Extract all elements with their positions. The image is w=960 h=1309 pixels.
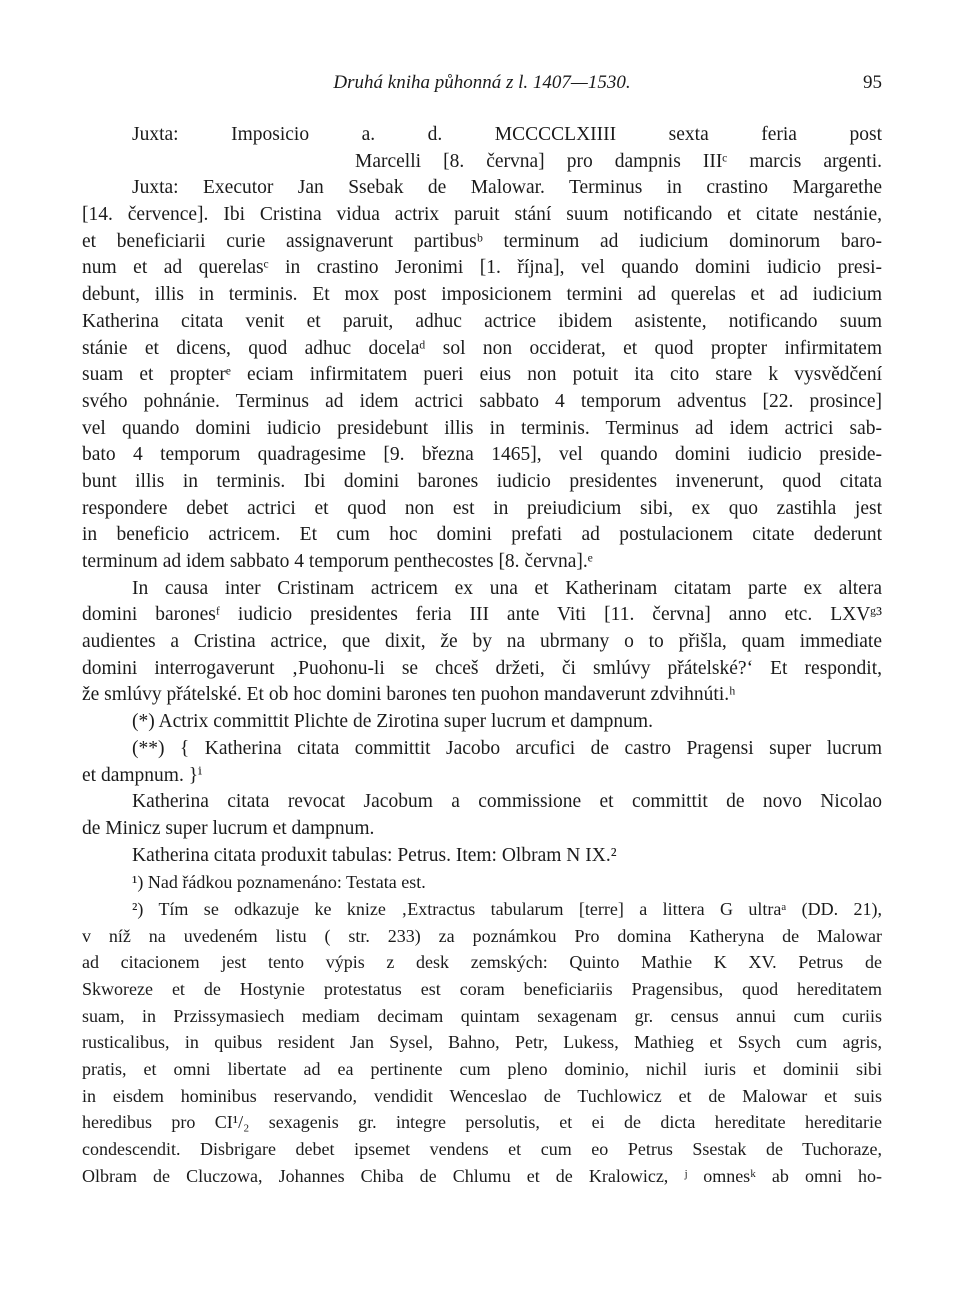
text-line: Katherina citata venit et paruit, adhuc actrice ibidem asistente, notificando suum — [82, 310, 882, 332]
text-line: svého pohnánie. Terminus ad idem actrici sabbato 4 temporum adventus [22. prosince] — [82, 390, 882, 412]
text-line: Katherina citata revocat Jacobum a commissione et committit de novo Nicolao — [132, 791, 882, 813]
running-title: Druhá kniha půhonná z l. 1407—1530. — [333, 72, 631, 93]
text-line: ¹) Nad řádkou poznamenáno: Testata est. — [132, 872, 426, 893]
text-line: ²) Tím se odkazuje ke knize ‚Extractus tabularum [terre] a littera G ultraᵃ (DD. 21), — [132, 898, 882, 919]
text-line: in beneficio actricem. Et cum hoc domini prefati ad postulacionem citate dederunt — [82, 524, 882, 546]
text-line: Skworeze et de Hostynie protestatus est coram beneficiariis Pragensibus, quod hereditatem — [82, 979, 882, 999]
text-line: (*) Actrix committit Plichte de Zirotina super lucrum et dampnum. — [132, 711, 653, 733]
text-line: Juxta: Imposicio a. d. MCCCCLXIIII sexta feria post — [132, 124, 882, 145]
text-line: de Minicz super lucrum et dampnum. — [82, 817, 375, 839]
text-line: bunt illis in terminis. Ibi domini barones iudicio presidentes invenerunt, quod citata — [82, 470, 882, 492]
text-line: domini interrogaverunt ‚Puohonu-li se chceš držeti, či smlúvy přátelské?‘ Et respondit, — [82, 657, 882, 679]
text-line: [14. července]. Ibi Cristina vidua actrix paruit stání suum notificando et citate nestánie, — [82, 204, 882, 226]
text-line: Juxta: Executor Jan Ssebak de Malowar. Terminus in crastino Margarethe — [132, 177, 882, 199]
text-line: ad citacionem jest tento výpis z desk zemských: Quinto Mathie K XV. Petrus de — [82, 952, 882, 973]
document-body — [82, 122, 882, 1190]
page-header — [82, 72, 882, 96]
text-line: num et ad querelasᶜ in crastino Jeronimi [1. října], vel quando domini iudicio presi- — [82, 257, 882, 279]
text-line: vel quando domini iudicio presidebunt illis in terminis. Terminus ad idem actrici sab- — [82, 417, 882, 439]
text-line: Katherina citata produxit tabulas: Petrus. Item: Olbram N IX.² — [132, 844, 617, 866]
text-line: v níž na uvedeném listu ( str. 233) za poznámkou Pro domina Katheryna de Malowar — [82, 925, 882, 946]
text-line: bato 4 temporum quadragesime [9. března 1465], vel quando domini iudicio preside- — [82, 444, 882, 466]
text-line: Olbram de Cluczowa, Johannes Chiba de Chlumu et de Kralowicz, ʲ omnesᵏ ab omni ho- — [82, 1165, 882, 1186]
text-line: et beneficiarii curie assignaverunt partibusᵇ terminum ad iudicium dominorum baro- — [82, 230, 882, 252]
text-line: debunt, illis in terminis. Et mox post imposicionem termini ad querelas et ad iudicium — [82, 284, 882, 306]
text-line: In causa inter Cristinam actricem ex una et Katherinam citatam parte ex altera — [132, 577, 882, 599]
text-line: in eisdem hominibus reservando, vendidit Wenceslao de Tuchlowicz et de Malowar et suis — [82, 1085, 882, 1106]
text-line: pratis, et omni libertate ad ea pertinente cum pleno dominio, nichil iuris et dominii sibi — [82, 1059, 882, 1080]
text-line: že smlúvy přátelské. Et ob hoc domini barones ten puohon mandaverunt zdvihnúti.ʰ — [82, 684, 736, 706]
text-line: respondere debet actrici et quod non est in preiudicium sibi, ex quo zastihla jest — [82, 497, 882, 519]
text-line: condescendit. Disbrigare debet ipsemet vendens et cum eo Petrus Ssestak de Tuchoraze, — [82, 1139, 882, 1160]
page-number: 95 — [863, 72, 882, 93]
text-line: stánie et dicens, quod adhuc docelaᵈ sol non occiderat, et quod propter infirmitatem — [82, 337, 882, 359]
text-line: Marcelli [8. června] pro dampnis IIIᶜ marcis argenti. — [355, 150, 882, 172]
text-line: suam et propterᵉ eciam infirmitatem pueri eius non potuit ita cito stare k vysvědčení — [82, 364, 882, 386]
text-line: suam, in Przissymasiech mediam decimam quintam sexagenam gr. census annui cum curiis — [82, 1005, 882, 1026]
text-line: heredibus pro CI¹/₂ sexagenis gr. integre persolutis, et ei de dicta hereditate hereditarie — [82, 1112, 882, 1133]
text-line: et dampnum. }ⁱ — [82, 764, 202, 786]
text-line: rusticalibus, in quibus resident Jan Sysel, Bahno, Petr, Lukess, Mathieg et Ssych cum agris, — [82, 1032, 882, 1053]
text-line: domini baronesᶠ iudicio presidentes feria III ante Viti [11. června] anno etc. LXVᵍ³ — [82, 604, 882, 626]
text-line: audientes a Cristina actrice, que dixit, že by na ubrmany o to přišla, quam immediate — [82, 631, 882, 653]
text-line: terminum ad idem sabbato 4 temporum penthecostes [8. června].ᵉ — [82, 551, 593, 572]
text-line: (**) { Katherina citata committit Jacobo arcufici de castro Pragensi super lucrum — [132, 737, 882, 759]
